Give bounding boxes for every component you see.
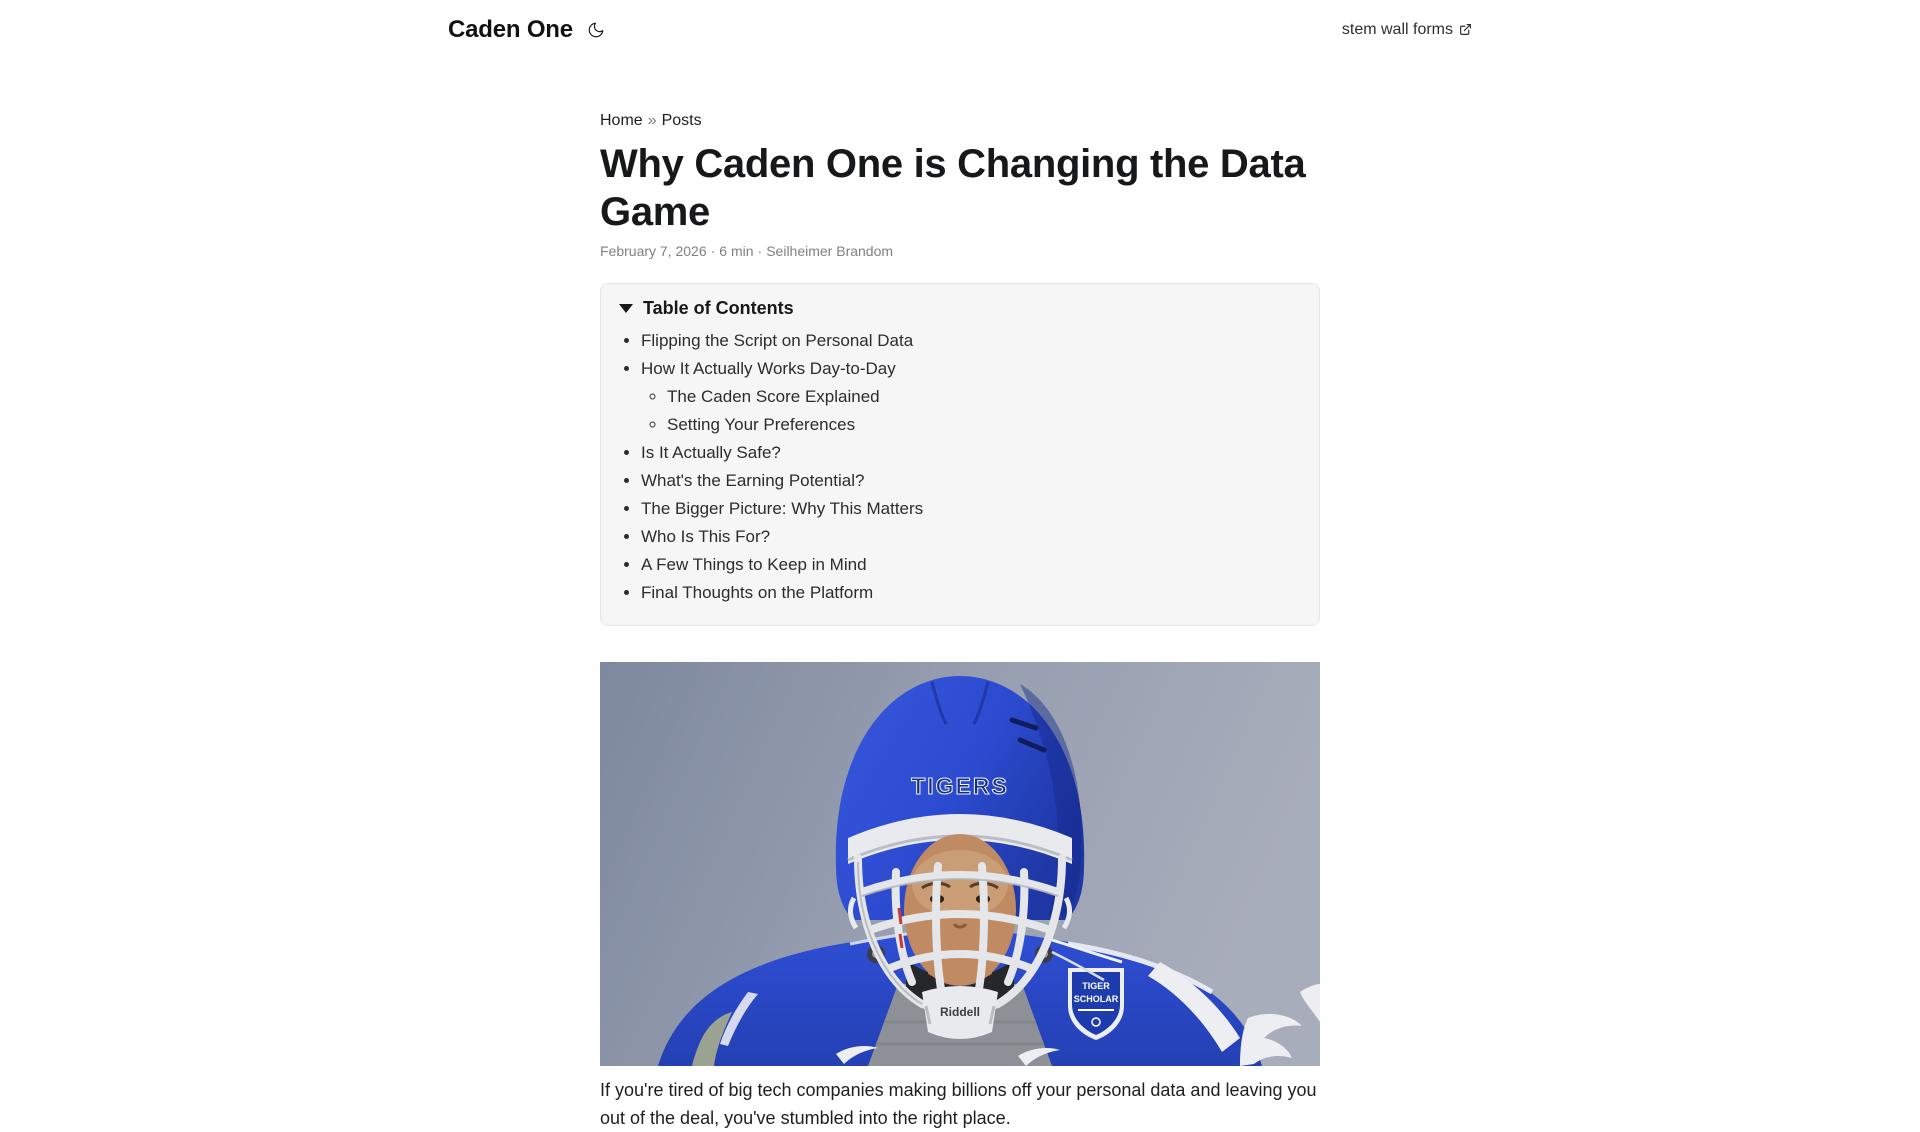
toc-list	[619, 331, 1301, 603]
nav-left	[448, 16, 607, 44]
svg-text:TIGER: TIGER	[1082, 981, 1110, 991]
moon-icon	[587, 21, 605, 39]
toc-link[interactable]: Is It Actually Safe?	[641, 443, 781, 462]
cover-image	[600, 662, 1320, 1066]
nav-link-stem-wall-forms[interactable]	[1342, 21, 1472, 39]
breadcrumb-separator: »	[647, 112, 657, 129]
toc-item	[641, 527, 1301, 547]
toc-item	[641, 443, 1301, 463]
toc-item	[641, 471, 1301, 491]
toc-link[interactable]: Flipping the Script on Personal Data	[641, 331, 914, 350]
post-meta	[600, 243, 1320, 259]
theme-toggle-button[interactable]	[585, 19, 607, 41]
toc-link[interactable]: How It Actually Works Day-to-Day	[641, 359, 896, 378]
breadcrumb	[600, 112, 1320, 130]
nav-menu	[1342, 21, 1472, 39]
nav-container	[434, 0, 1486, 60]
svg-text:TIGERS: TIGERS	[911, 773, 1009, 799]
toc-link[interactable]: A Few Things to Keep in Mind	[641, 555, 867, 574]
toc-title: Table of Contents	[643, 298, 794, 318]
nav-link-label: stem wall forms	[1341, 21, 1453, 38]
page-title: Why Caden One is Changing the Data Game	[600, 142, 1306, 234]
caret-down-icon	[619, 304, 633, 313]
svg-text:Riddell: Riddell	[939, 1005, 981, 1019]
article-paragraph: If you're tired of big tech companies making billions off your personal data and leaving you out of the deal, you've stumbled into the right place.	[600, 1080, 1317, 1128]
toc-link[interactable]: Final Thoughts on the Platform	[641, 583, 874, 602]
post-author: Seilheimer Brandom	[766, 243, 894, 259]
toc-link[interactable]: Setting Your Preferences	[667, 415, 856, 434]
toc-item	[667, 387, 1301, 407]
post-read-time: 6 min	[719, 243, 754, 259]
meta-separator: ·	[710, 243, 716, 259]
toc-link[interactable]: The Bigger Picture: Why This Matters	[641, 499, 924, 518]
external-link-icon	[1459, 25, 1472, 36]
meta-separator: ·	[757, 243, 763, 259]
toc-summary[interactable]	[619, 298, 1301, 319]
svg-text:SCHOLAR: SCHOLAR	[1073, 994, 1119, 1004]
breadcrumb-home-link[interactable]: Home	[600, 112, 643, 129]
site-logo[interactable]: Caden One	[448, 16, 573, 43]
toc-item	[667, 415, 1301, 435]
toc-link[interactable]: The Caden Score Explained	[667, 387, 880, 406]
toc-link[interactable]: What's the Earning Potential?	[641, 471, 865, 490]
toc-item	[641, 555, 1301, 575]
site-header	[0, 0, 1920, 60]
toc-item	[641, 499, 1301, 519]
breadcrumb-posts-link[interactable]: Posts	[661, 112, 702, 129]
table-of-contents	[600, 283, 1320, 626]
toc-item	[641, 583, 1301, 603]
post-date: February 7, 2026	[600, 243, 707, 259]
article-main	[600, 60, 1320, 1132]
toc-item	[641, 331, 1301, 351]
toc-link[interactable]: Who Is This For?	[641, 527, 771, 546]
toc-item	[641, 359, 1301, 379]
